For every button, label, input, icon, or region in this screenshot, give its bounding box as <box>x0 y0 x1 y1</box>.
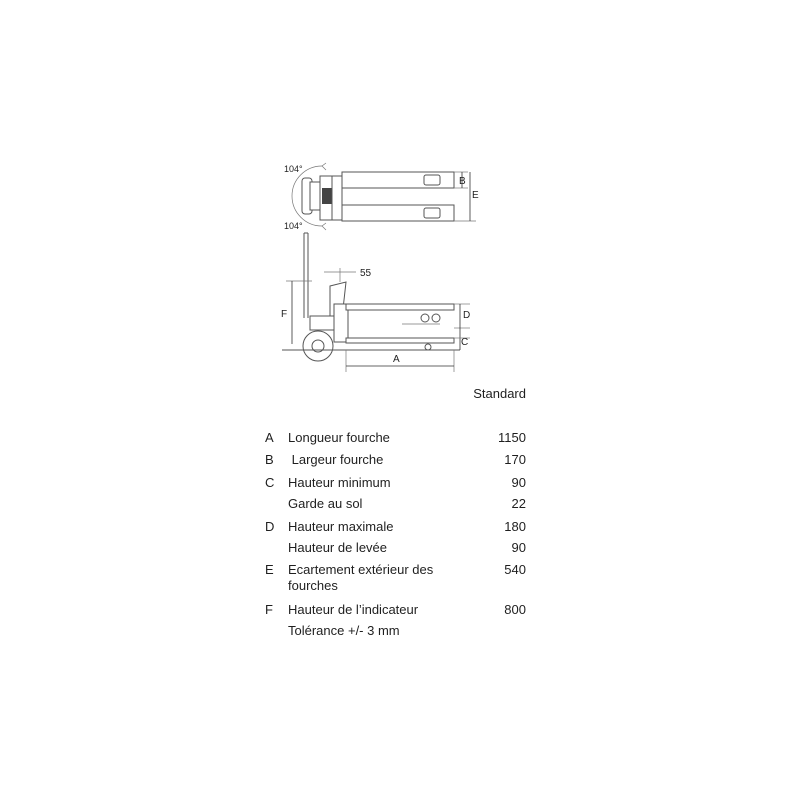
steering-arrow-bottom <box>322 223 326 230</box>
pump-unit <box>322 188 332 204</box>
dim-a-label: A <box>393 354 400 365</box>
spec-value: 170 <box>504 452 526 467</box>
column-header-standard: Standard <box>473 386 526 401</box>
spec-value: 90 <box>511 475 526 490</box>
top-view <box>284 163 479 231</box>
dim-e-label: E <box>472 190 479 201</box>
angle-top-label: 104° <box>284 164 303 174</box>
spec-code: D <box>265 519 275 534</box>
spec-value: 90 <box>511 540 526 555</box>
dim-f-label: F <box>281 309 288 320</box>
spec-code: C <box>265 475 275 490</box>
angle-bottom-label: 104° <box>284 221 303 231</box>
steering-arrow-top <box>322 163 326 170</box>
spec-value: 800 <box>504 602 526 617</box>
fork-raised <box>346 304 454 310</box>
spec-label: Garde au sol <box>288 496 363 511</box>
spec-label: Hauteur de l’indicateur <box>288 602 419 617</box>
spec-label: Longueur fourche <box>288 430 390 445</box>
dim-55-label: 55 <box>360 268 372 279</box>
spec-value: 540 <box>504 562 526 577</box>
fork-roller-upper <box>424 175 440 185</box>
spec-value: 180 <box>504 519 526 534</box>
spec-value: 1150 <box>498 430 526 445</box>
spec-value: 22 <box>511 496 526 511</box>
dim-b-label: B <box>459 176 466 187</box>
spec-label: Tolérance +/- 3 mm <box>288 623 400 638</box>
spec-label: Hauteur minimum <box>288 475 391 490</box>
spec-label: Hauteur de levée <box>288 540 388 555</box>
spec-code: A <box>265 430 274 445</box>
spec-label: Hauteur maximale <box>288 519 394 534</box>
spec-code: F <box>265 602 273 617</box>
fork-roller-lower <box>424 208 440 218</box>
roller-raised-1 <box>421 314 429 322</box>
fork-lowered <box>346 338 454 343</box>
side-view <box>281 233 470 372</box>
spec-code: B <box>265 452 274 467</box>
roller-lowered <box>425 344 431 350</box>
dim-d-label: D <box>463 310 471 321</box>
roller-raised-2 <box>432 314 440 322</box>
spec-code: E <box>265 562 274 577</box>
pump-body <box>310 316 334 330</box>
spec-label: Largeur fourche <box>288 452 384 467</box>
spec-label: Ecartement extérieur des fourches <box>288 562 434 593</box>
dim-c-label: C <box>461 337 469 348</box>
